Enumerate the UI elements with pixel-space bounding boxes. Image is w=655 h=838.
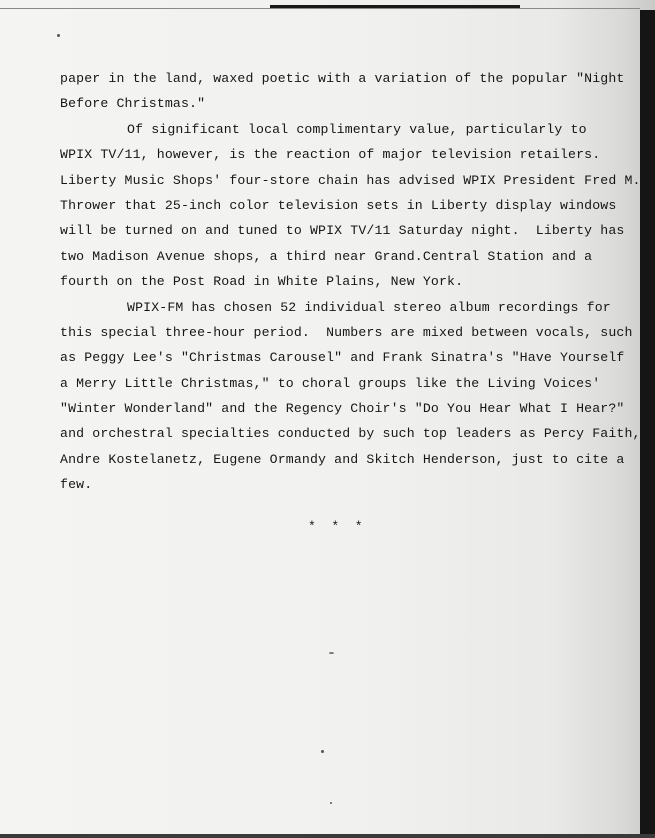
scan-speck — [321, 750, 324, 753]
section-end-mark: * * * — [308, 519, 363, 534]
text-line: Thrower that 25-inch color television sets in Liberty display windows — [60, 197, 617, 213]
text-line: a Merry Little Christmas," to choral groups like the Living Voices' — [60, 375, 601, 391]
text-line: WPIX TV/11, however, is the reaction of major television retailers. — [60, 147, 601, 163]
text-line: Before Christmas." — [60, 96, 206, 112]
text-line: will be turned on and tuned to WPIX TV/11 Saturday night. Liberty has — [60, 223, 625, 239]
text-line: this special three-hour period. Numbers are mixed between vocals, such — [60, 324, 633, 340]
scan-bottom-edge — [0, 834, 655, 838]
text-line: as Peggy Lee's "Christmas Carousel" and Frank Sinatra's "Have Yourself — [60, 350, 625, 366]
body-text — [60, 66, 650, 498]
text-line: Liberty Music Shops' four-store chain has advised WPIX President Fred M. — [60, 172, 641, 188]
scan-top-border — [0, 8, 640, 9]
text-line: Andre Kostelanetz, Eugene Ormandy and Skitch Henderson, just to cite a — [60, 451, 625, 467]
text-line: Of significant local complimentary value, particularly to — [127, 121, 587, 137]
text-line: and orchestral specialties conducted by such top leaders as Percy Faith, — [60, 426, 641, 442]
text-line: two Madison Avenue shops, a third near Grand.Central Station and a — [60, 248, 593, 264]
text-line: fourth on the Post Road in White Plains, New York. — [60, 274, 464, 290]
text-line: "Winter Wonderland" and the Regency Choir's "Do You Hear What I Hear?" — [60, 401, 625, 417]
text-line: few. — [60, 477, 93, 493]
scan-speck — [57, 34, 60, 37]
scan-speck — [329, 652, 334, 654]
scan-speck — [330, 802, 332, 804]
text-line: paper in the land, waxed poetic with a variation of the popular "Night — [60, 71, 625, 86]
text-line: WPIX-FM has chosen 52 individual stereo album recordings for — [127, 299, 611, 315]
